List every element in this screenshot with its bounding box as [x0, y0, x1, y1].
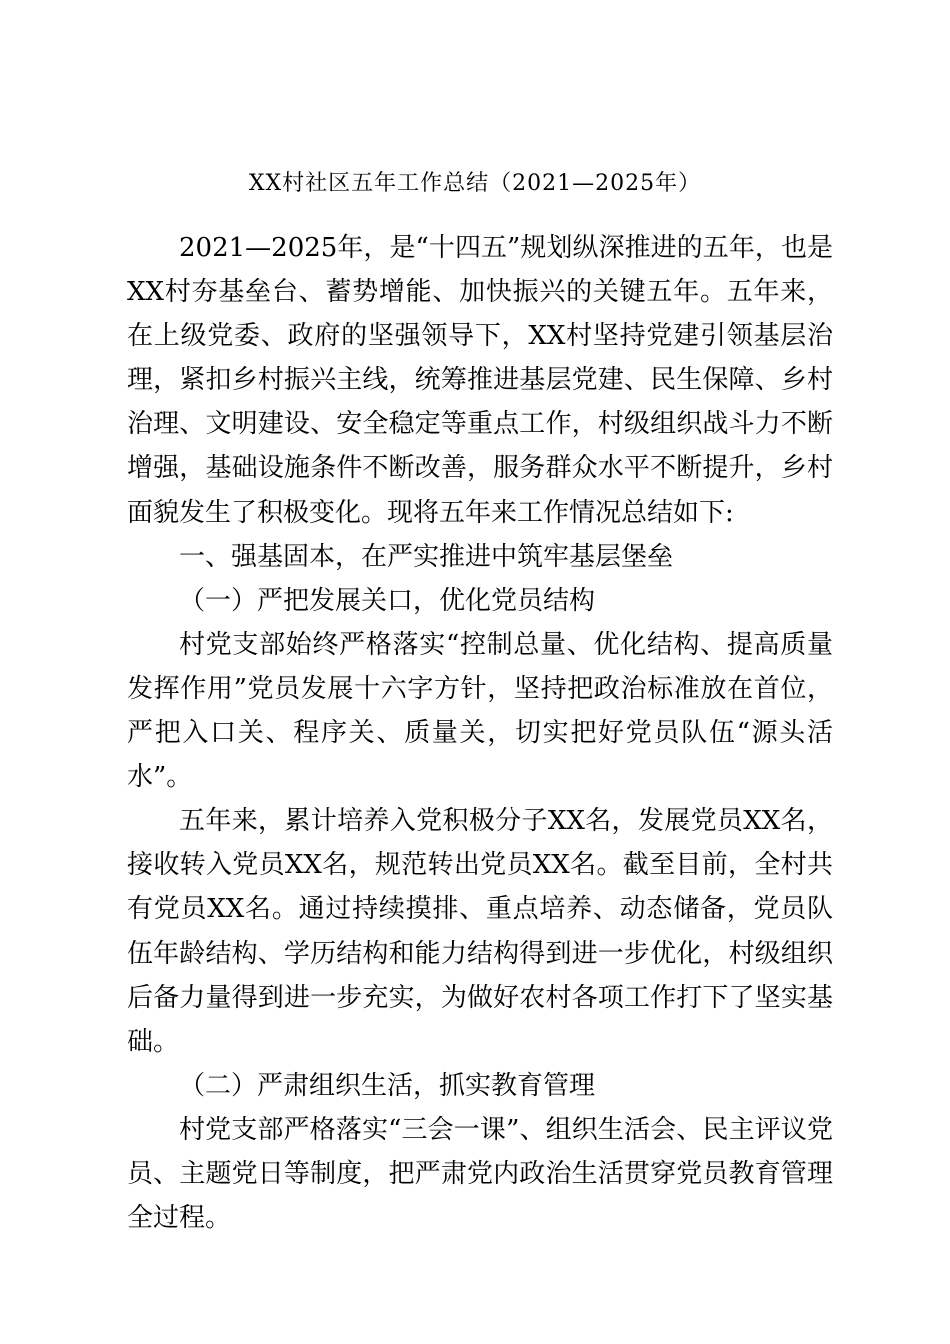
- paragraph-membership-policy: 村党支部始终严格落实“控制总量、优化结构、提高质量发挥作用”党员发展十六字方针，坚持把政治标准放在首位，严把入口关、程序关、质量关，切实把好党员队伍“源头活水”。: [127, 629, 833, 793]
- subsection-heading-1-1: （一）严把发展关口，优化党员结构: [179, 585, 596, 616]
- paragraph-membership-stats: 五年来，累计培养入党积极分子XX名，发展党员XX名，接收转入党员XX名，规范转出党员XX名。截至目前，全村共有党员XX名。通过持续摸排、重点培养、动态储备，党员队伍年龄结构、学历结构和能力结构得到进一步优化，村级组织后备力量得到进一步充实，为做好农村各项工作打下了坚实基础。: [127, 806, 833, 1057]
- subsection-heading-1-2: （二）严肃组织生活，抓实教育管理: [179, 1070, 596, 1101]
- document-title: XX村社区五年工作总结（2021—2025年）: [248, 171, 702, 196]
- paragraph-intro: 2021—2025年，是“十四五”规划纵深推进的五年，也是XX村夯基垒台、蓄势增能、加快振兴的关键五年。五年来，在上级党委、政府的坚强领导下，XX村坚持党建引领基层治理，紧扣乡村振兴主线，统筹推进基层党建、民生保障、乡村治理、文明建设、安全稳定等重点工作，村级组织战斗力不断增强，基础设施条件不断改善，服务群众水平不断提升，乡村面貌发生了积极变化。现将五年来工作情况总结如下:: [127, 233, 833, 528]
- section-heading-1: 一、强基固本，在严实推进中筑牢基层堡垒: [179, 541, 674, 572]
- paragraph-organization-life: 村党支部严格落实“三会一课”、组织生活会、民主评议党员、主题党日等制度，把严肃党内政治生活贯穿党员教育管理全过程。: [127, 1114, 833, 1234]
- document-body: [127, 226, 833, 1240]
